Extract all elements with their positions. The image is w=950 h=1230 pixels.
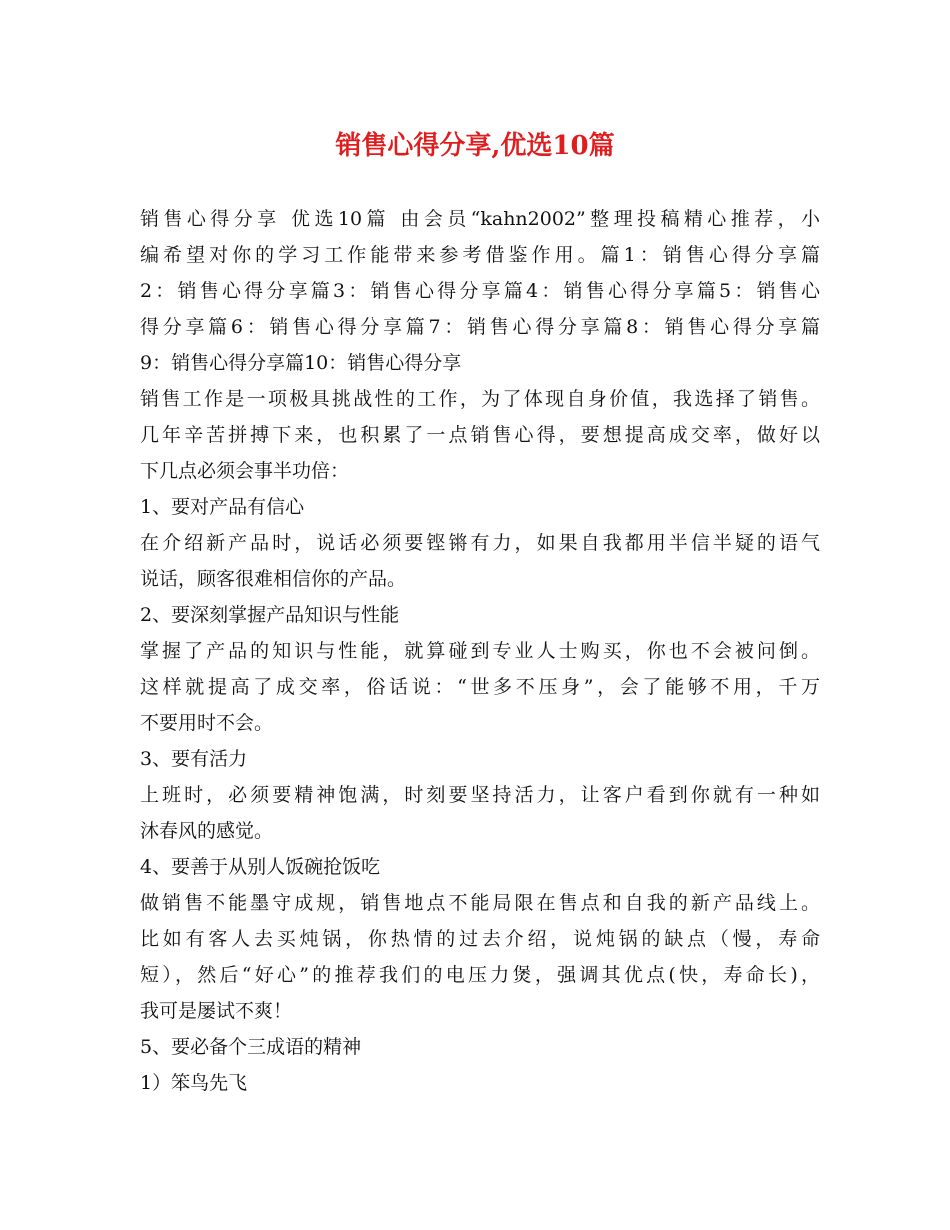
- text-line: 得分享篇6：销售心得分享篇7：销售心得分享篇8：销售心得分享篇: [140, 316, 820, 338]
- text-line: 不要用时不会。: [140, 712, 274, 734]
- text-line: 2：销售心得分享篇3：销售心得分享篇4：销售心得分享篇5：销售心: [140, 280, 820, 302]
- sub-heading: 1）笨鸟先飞: [140, 1072, 248, 1094]
- text-line: 销售心得分享 优选10篇 由会员“kahn2002”整理投稿精心推荐，小: [140, 208, 820, 230]
- section-heading: 4、要善于从别人饭碗抢饭吃: [140, 856, 381, 878]
- text-line: 我可是屡试不爽！: [140, 1000, 293, 1022]
- text-line: 几年辛苦拼搏下来，也积累了一点销售心得，要想提高成交率，做好以: [140, 424, 820, 446]
- text-line: 上班时，必须要精神饱满，时刻要坚持活力，让客户看到你就有一种如: [140, 784, 820, 806]
- text-line: 这样就提高了成交率，俗话说：“世多不压身”，会了能够不用，千万: [140, 676, 820, 698]
- text-line: 沐春风的感觉。: [140, 820, 274, 842]
- section-heading: 1、要对产品有信心: [140, 496, 305, 518]
- document-title: 销售心得分享,优选10篇: [335, 131, 615, 161]
- text-line: 销售工作是一项极具挑战性的工作，为了体现自身价值，我选择了销售。: [140, 388, 820, 410]
- section-heading: 2、要深刻掌握产品知识与性能: [140, 604, 400, 626]
- text-line: 掌握了产品的知识与性能，就算碰到专业人士购买，你也不会被问倒。: [140, 640, 820, 662]
- text-line: 编希望对你的学习工作能带来参考借鉴作用。篇1：销售心得分享篇: [140, 244, 820, 266]
- section-heading: 5、要必备个三成语的精神: [140, 1036, 362, 1058]
- section-heading: 3、要有活力: [140, 748, 248, 770]
- text-line: 在介绍新产品时，说话必须要铿锵有力，如果自我都用半信半疑的语气: [140, 532, 820, 554]
- text-line: 短），然后“好心”的推荐我们的电压力煲，强调其优点(快，寿命长)，: [140, 964, 820, 986]
- text-line: 下几点必须会事半功倍：: [140, 460, 350, 482]
- text-line: 说话，顾客很难相信你的产品。: [140, 568, 407, 590]
- text-line: 比如有客人去买炖锅，你热情的过去介绍，说炖锅的缺点（慢，寿命: [140, 928, 820, 950]
- document-body: [140, 201, 820, 1101]
- text-line: 9：销售心得分享篇10：销售心得分享: [140, 352, 462, 374]
- text-line: 做销售不能墨守成规，销售地点不能局限在售点和自我的新产品线上。: [140, 892, 820, 914]
